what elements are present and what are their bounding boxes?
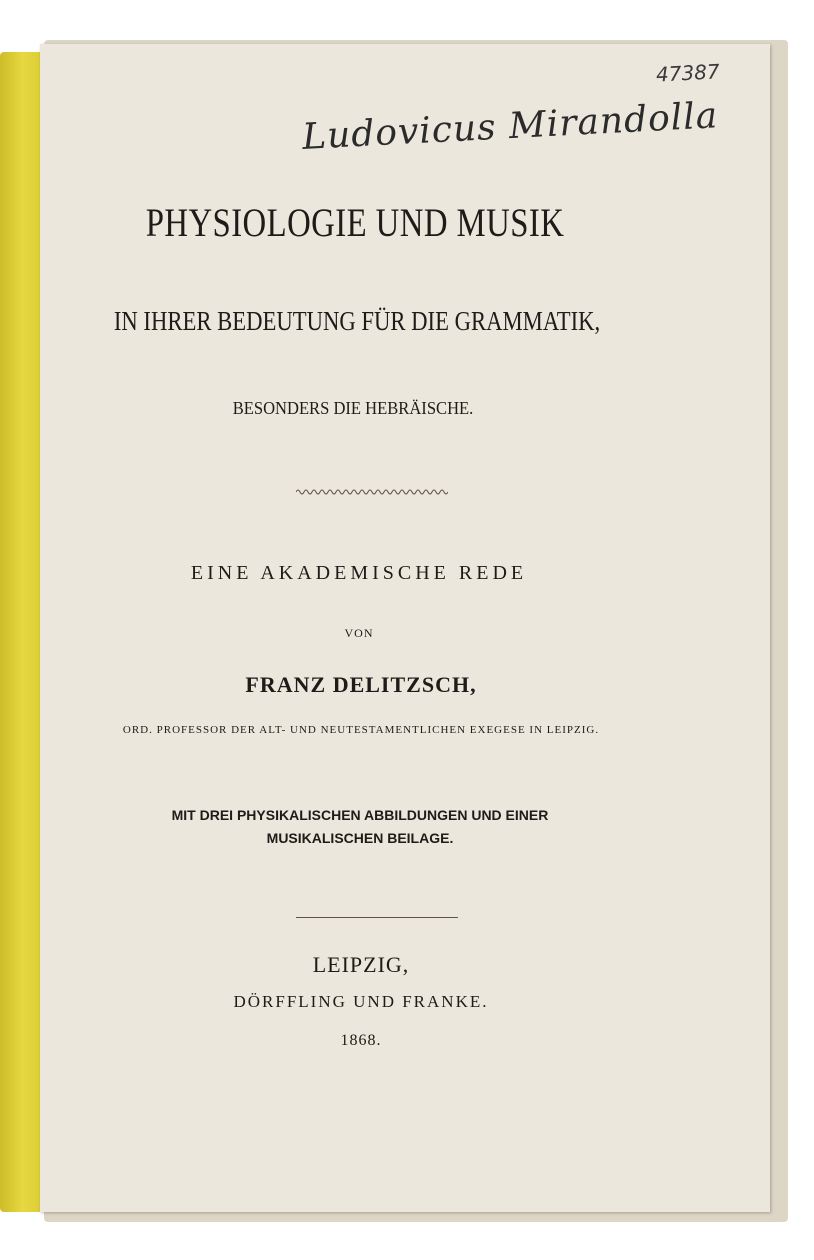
figures-note	[0, 804, 725, 850]
publisher-name: DÖRFFLING UND FRANKE.	[233, 992, 489, 1011]
book-subtitle: IN IHRER BEDEUTUNG FÜR DIE GRAMMATIK,	[113, 306, 601, 336]
author-affiliation: ORD. PROFESSOR DER ALT- UND NEUTESTAMENTLICHEN EXEGESE IN LEIPZIG.	[122, 724, 600, 736]
figures-note-line-2: MUSIKALISCHEN BEILAGE.	[266, 830, 454, 846]
book-subtitle-2: BESONDERS DIE HEBRÄISCHE.	[232, 398, 474, 418]
by-line: VON	[344, 626, 374, 640]
figures-note-line-1: MIT DREI PHYSIKALISCHEN ABBILDUNGEN UND EINER	[171, 807, 549, 823]
owner-signature: Ludovicus Mirandolla	[301, 95, 720, 158]
divider-rule	[296, 917, 458, 918]
genre-line: EINE AKADEMISCHE REDE	[190, 562, 528, 584]
title-page	[40, 44, 770, 1212]
author-name: FRANZ DELITZSCH,	[245, 672, 477, 697]
publication-city: LEIPZIG,	[312, 952, 410, 977]
wavy-ornament	[296, 486, 448, 498]
book-title: PHYSIOLOGIE UND MUSIK	[145, 200, 565, 245]
catalog-number: 47387	[655, 59, 721, 87]
publication-year: 1868.	[340, 1032, 382, 1049]
